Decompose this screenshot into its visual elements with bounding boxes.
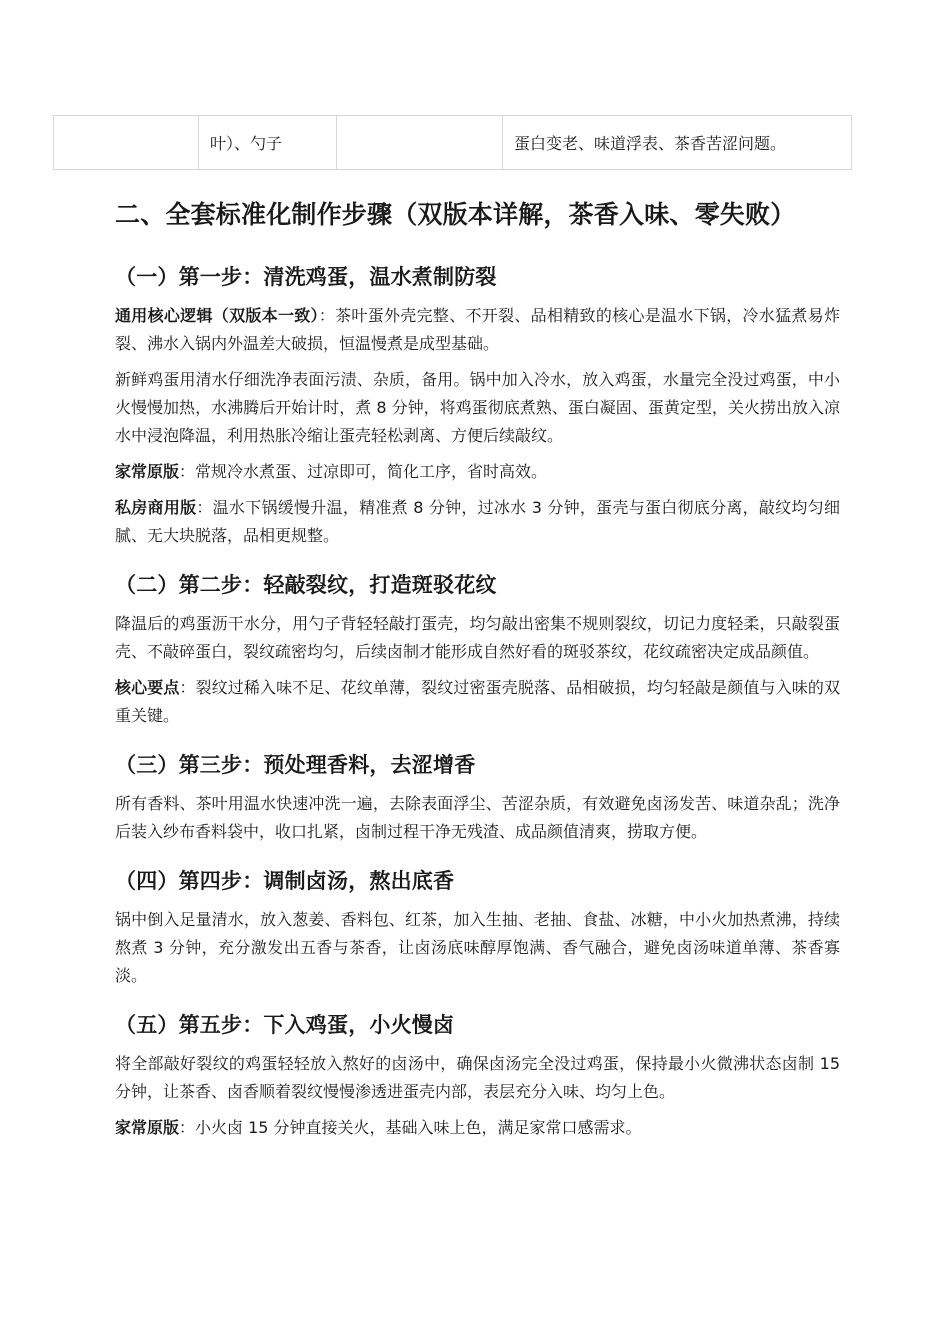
paragraph-label: 家常原版 bbox=[115, 462, 180, 481]
step-paragraph bbox=[115, 1050, 840, 1106]
step-block bbox=[115, 570, 840, 730]
step-paragraph bbox=[115, 610, 840, 666]
section-title: 二、全套标准化制作步骤（双版本详解，茶香入味、零失败） bbox=[115, 200, 796, 229]
step-paragraph bbox=[115, 494, 840, 550]
paragraph-text: ：裂纹过稀入味不足、花纹单薄，裂纹过密蛋壳脱落、品相破损，均匀轻敲是颜值与入味的双重关键。 bbox=[115, 678, 840, 725]
step-block bbox=[115, 866, 840, 990]
step-title: （二）第二步：轻敲裂纹，打造斑驳花纹 bbox=[115, 573, 497, 597]
step-block bbox=[115, 1010, 840, 1142]
paragraph-text: ：温水下锅缓慢升温，精准煮 8 分钟，过冰水 3 分钟，蛋壳与蛋白彻底分离，敲纹均匀细腻、无大块脱落，品相更规整。 bbox=[115, 498, 840, 545]
step-block bbox=[115, 262, 840, 550]
paragraph-text: 所有香料、茶叶用温水快速冲洗一遍，去除表面浮尘、苦涩杂质，有效避免卤汤发苦、味道杂乱；洗净后装入纱布香料袋中，收口扎紧，卤制过程干净无残渣、成品颜值清爽，捞取方便。 bbox=[115, 794, 840, 841]
paragraph-text: ：茶叶蛋外壳完整、不开裂、品相精致的核心是温水下锅，冷水猛煮易炸裂、沸水入锅内外温差大破损，恒温慢煮是成型基础。 bbox=[115, 306, 840, 353]
paragraph-text: 锅中倒入足量清水，放入葱姜、香料包、红茶，加入生抽、老抽、食盐、冰糖，中小火加热煮沸，持续熬煮 3 分钟，充分激发出五香与茶香，让卤汤底味醇厚饱满、香气融合，避免卤汤味道单薄、茶香寡淡。 bbox=[115, 910, 840, 985]
table-cell: 叶）、勺子 bbox=[199, 116, 337, 170]
paragraph-text: 将全部敲好裂纹的鸡蛋轻轻放入熬好的卤汤中，确保卤汤完全没过鸡蛋，保持最小火微沸状态卤制 15 分钟，让茶香、卤香顺着裂纹慢慢渗透进蛋壳内部，表层充分入味、均匀上色。 bbox=[115, 1054, 840, 1101]
step-paragraph bbox=[115, 674, 840, 730]
step-paragraph bbox=[115, 1114, 840, 1142]
step-paragraph bbox=[115, 790, 840, 846]
step-paragraph bbox=[115, 302, 840, 358]
step-title: （四）第四步：调制卤汤，熬出底香 bbox=[115, 869, 455, 893]
step-paragraph bbox=[115, 906, 840, 990]
step-paragraph bbox=[115, 366, 840, 450]
document-body bbox=[115, 198, 840, 1162]
step-paragraph bbox=[115, 458, 840, 486]
paragraph-text: ：常规冷水煮蛋、过凉即可，简化工序，省时高效。 bbox=[179, 462, 548, 481]
step-block bbox=[115, 750, 840, 846]
table-cell: 蛋白变老、味道浮表、茶香苦涩问题。 bbox=[503, 116, 852, 170]
table-cell bbox=[337, 116, 503, 170]
table-cell bbox=[54, 116, 199, 170]
table-row bbox=[54, 116, 852, 170]
paragraph-label: 通用核心逻辑（双版本一致） bbox=[115, 306, 319, 325]
paragraph-text: 新鲜鸡蛋用清水仔细洗净表面污渍、杂质，备用。锅中加入冷水，放入鸡蛋，水量完全没过鸡蛋，中小火慢慢加热，水沸腾后开始计时，煮 8 分钟，将鸡蛋彻底煮熟、蛋白凝固、蛋黄定型，关火捞出放入凉水中浸泡降温，利用热胀冷缩让蛋壳轻松剥离、方便后续敲纹。 bbox=[115, 370, 840, 445]
paragraph-label: 私房商用版 bbox=[115, 498, 197, 517]
table-fragment bbox=[53, 115, 852, 170]
step-title: （五）第五步：下入鸡蛋，小火慢卤 bbox=[115, 1013, 455, 1037]
paragraph-text: 降温后的鸡蛋沥干水分，用勺子背轻轻敲打蛋壳，均匀敲出密集不规则裂纹，切记力度轻柔，只敲裂蛋壳、不敲碎蛋白，裂纹疏密均匀，后续卤制才能形成自然好看的斑驳茶纹，花纹疏密决定成品颜值。 bbox=[115, 614, 840, 661]
paragraph-label: 家常原版 bbox=[115, 1118, 180, 1137]
paragraph-label: 核心要点 bbox=[115, 678, 180, 697]
steps-list bbox=[115, 262, 840, 1142]
step-title: （三）第三步：预处理香料，去涩增香 bbox=[115, 753, 476, 777]
step-title: （一）第一步：清洗鸡蛋，温水煮制防裂 bbox=[115, 265, 497, 289]
paragraph-text: ：小火卤 15 分钟直接关火，基础入味上色，满足家常口感需求。 bbox=[179, 1118, 642, 1137]
